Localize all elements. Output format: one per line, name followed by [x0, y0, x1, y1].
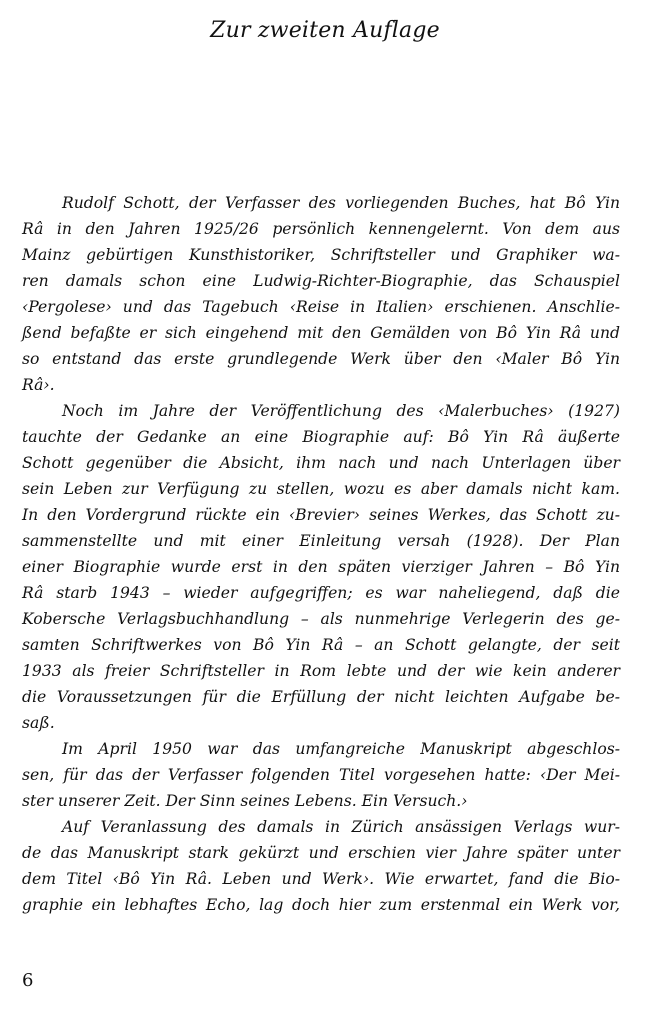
text-line: ren damals schon eine Ludwig-Richter-Biographie, das Schauspiel	[22, 272, 620, 290]
text-line: Râ›.	[22, 376, 55, 394]
text-line: saß.	[22, 714, 55, 732]
text-line: samten Schriftwerkes von Bô Yin Râ – an Schott gelangte, der seit	[22, 636, 620, 654]
text-line: sein Leben zur Verfügung zu stellen, wozu es aber damals nicht kam.	[22, 480, 620, 498]
text-line: de das Manuskript stark gekürzt und erschien vier Jahre später unter	[22, 844, 620, 862]
text-line: graphie ein lebhaftes Echo, lag doch hier zum erstenmal ein Werk vor,	[22, 896, 620, 914]
text-line: Im April 1950 war das umfangreiche Manuskript abgeschlos-	[62, 740, 620, 758]
text-line: die Voraussetzungen für die Erfüllung der nicht leichten Aufgabe be-	[22, 688, 620, 706]
text-line: sammenstellte und mit einer Einleitung versah (1928). Der Plan	[22, 532, 620, 550]
text-line: Kobersche Verlagsbuchhandlung – als nunmehrige Verlegerin des ge-	[22, 610, 620, 628]
text-line: sen, für das der Verfasser folgenden Titel vorgesehen hatte: ‹Der Mei-	[22, 766, 620, 784]
text-line: Rudolf Schott, der Verfasser des vorliegenden Buches, hat Bô Yin	[62, 194, 620, 212]
text-line: Râ in den Jahren 1925/26 persönlich kennengelernt. Von dem aus	[22, 220, 620, 238]
text-line: Râ starb 1943 – wieder aufgegriffen; es war naheliegend, daß die	[22, 584, 620, 602]
text-line: ‹Pergolese› und das Tagebuch ‹Reise in Italien› erschienen. Anschlie-	[22, 298, 620, 316]
page-title: Zur zweiten Auflage	[210, 18, 440, 43]
text-line: ster unserer Zeit. Der Sinn seines Lebens. Ein Versuch.›	[22, 792, 468, 810]
text-line: einer Biographie wurde erst in den späten vierziger Jahren – Bô Yin	[22, 558, 620, 576]
text-line: Auf Veranlassung des damals in Zürich ansässigen Verlags wur-	[62, 818, 620, 836]
text-line: ßend befaßte er sich eingehend mit den Gemälden von Bô Yin Râ und	[22, 324, 620, 342]
text-line: tauchte der Gedanke an eine Biographie auf: Bô Yin Râ äußerte	[22, 428, 620, 446]
body-text	[22, 190, 620, 918]
text-line: Schott gegenüber die Absicht, ihm nach und nach Unterlagen über	[22, 454, 620, 472]
text-line: so entstand das erste grundlegende Werk über den ‹Maler Bô Yin	[22, 350, 620, 368]
text-line: dem Titel ‹Bô Yin Râ. Leben und Werk›. Wie erwartet, fand die Bio-	[22, 870, 620, 888]
text-line: In den Vordergrund rückte ein ‹Brevier› seines Werkes, das Schott zu-	[22, 506, 620, 524]
text-line: Noch im Jahre der Veröffentlichung des ‹Malerbuches› (1927)	[62, 402, 620, 420]
page-number: 6	[22, 970, 34, 991]
text-line: Mainz gebürtigen Kunsthistoriker, Schriftsteller und Graphiker wa-	[22, 246, 620, 264]
text-line: 1933 als freier Schriftsteller in Rom lebte und der wie kein anderer	[22, 662, 620, 680]
